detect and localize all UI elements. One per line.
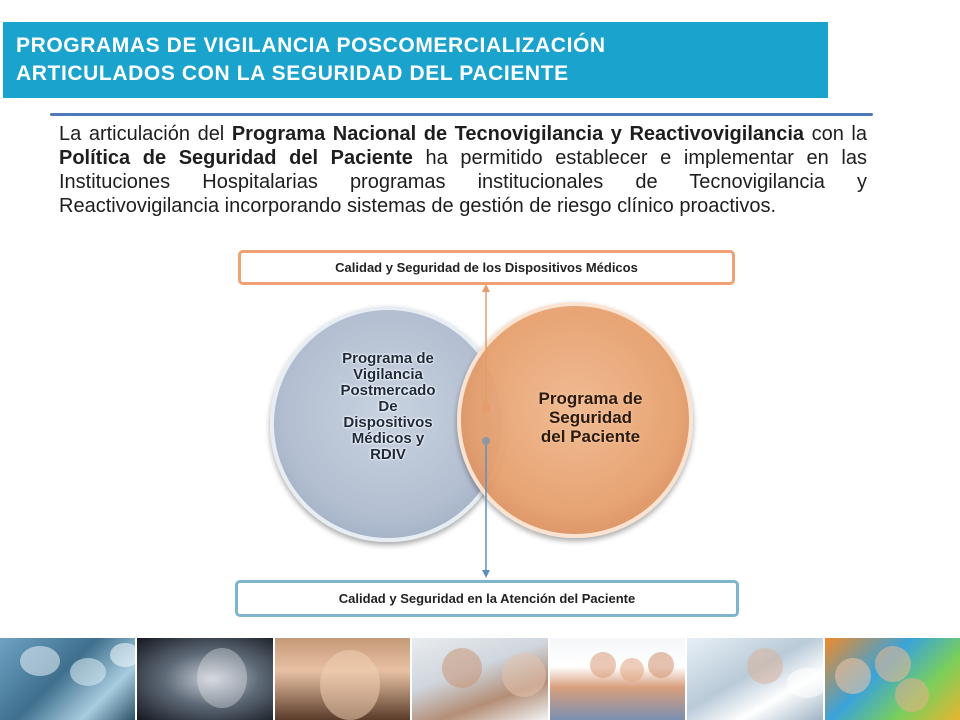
left-label-line: Dispositivos [343,414,433,431]
left-label-line: RDIV [370,446,406,463]
left-label-line: Postmercado [340,382,436,399]
arrow-up-head [482,284,490,292]
photo-doctor-patient [687,638,824,720]
left-label-line: De [378,398,398,415]
top-outcome-label: Calidad y Seguridad de los Dispositivos Médicos [335,260,638,275]
title-line-2: ARTICULADOS CON LA SEGURIDAD DEL PACIENTE [16,62,569,85]
bottom-outcome-box [235,580,739,617]
connector-dot-bottom [482,437,490,445]
paragraph-text-2: con la [804,123,867,145]
photo-woman-portrait [275,638,412,720]
bottom-outcome-label: Calidad y Seguridad en la Atención del Paciente [338,591,636,606]
left-label-line: Vigilancia [353,366,423,383]
right-circle-label [513,389,668,446]
right-label-line: Programa de [538,389,643,408]
photo-xray [137,638,274,720]
arrow-down-head [482,570,490,578]
connector-dot-top [482,404,490,412]
title-line-1: PROGRAMAS DE VIGILANCIA POSCOMERCIALIZACIÓN [16,34,606,57]
paragraph-text-3: ha permitido establecer e implementar en las Instituciones Hospitalarias programas institucionales de Tecnovigilancia y Reactivovigilancia incorporando sistemas de gestión de riesgo clínico proactivos. [59,147,867,217]
paragraph-bold-program: Programa Nacional de Tecnovigilancia y Reactivovigilancia [231,123,805,145]
top-outcome-box [238,250,735,285]
left-circle-label [318,351,458,463]
photo-surgery-lights [0,638,137,720]
photo-strip [0,638,960,720]
photo-children [825,638,960,720]
left-label-line: Programa de [342,350,434,367]
left-label-line: Médicos y [351,430,425,447]
photo-nurse-elderly [412,638,549,720]
photo-family [550,638,687,720]
right-label-line: del Paciente [540,427,641,446]
paragraph-bold-policy: Política de Seguridad del Paciente [59,147,413,169]
paragraph-text-1: La articulación del [59,123,232,145]
right-label-line: Seguridad [548,408,633,427]
